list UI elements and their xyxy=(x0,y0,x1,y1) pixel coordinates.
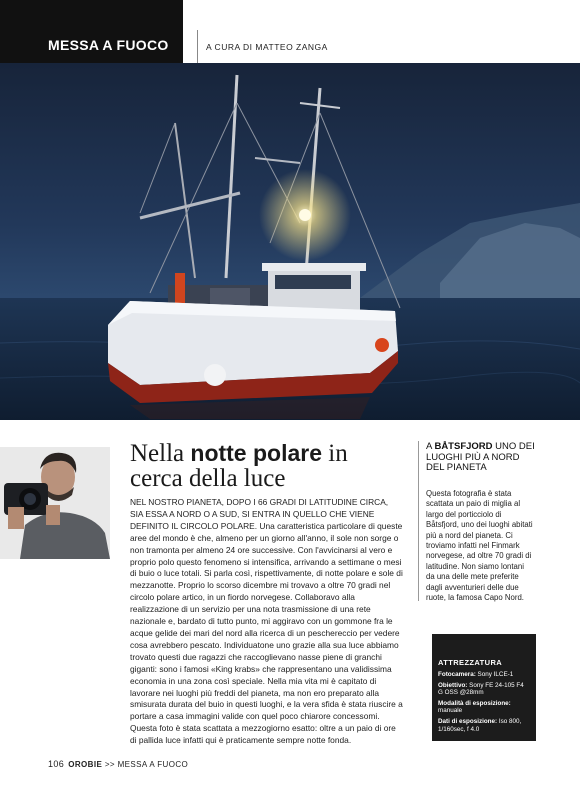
section-title: MESSA A FUOCO xyxy=(48,37,169,53)
curator-credit: A CURA DI MATTEO ZANGA xyxy=(206,42,328,52)
header-divider xyxy=(197,30,198,63)
title-bold: notte polare xyxy=(190,440,323,466)
mode-label: Modalità di esposizione: xyxy=(438,699,511,707)
article-body xyxy=(130,497,403,747)
equipment-exposure xyxy=(438,718,530,733)
camera-value: Sony ILCE-1 xyxy=(475,671,514,678)
lens-label: Obiettivo: xyxy=(438,681,468,689)
sidebar-text: Questa fotografia è stata scattata un paio di miglia al largo del porticciolo di Båtsfjord, uno dei luoghi abitati più a nord del pianeta. Ci troviamo infatti nel Finmark norvegese, ad oltre 70 gradi di latitudine. Non siamo lontani da una delle mete preferite dagli avventurieri delle due ruote, la famosa Capo Nord. xyxy=(426,489,533,603)
exposure-label: Dati di esposizione: xyxy=(438,717,498,725)
equipment-title: ATTREZZATURA xyxy=(438,658,503,667)
page-footer xyxy=(48,759,188,769)
title-start: Nella xyxy=(130,440,191,467)
page-number: 106 xyxy=(48,759,65,769)
section-header-block xyxy=(0,0,183,63)
mode-value: manuale xyxy=(438,707,463,715)
sidebar-heading-rest: UNO DEI LUOGHI PIÙ A NORD DEL PIANETA xyxy=(426,441,535,473)
fishing-boat-photo xyxy=(0,63,580,420)
sidebar-heading xyxy=(426,442,536,474)
sidebar-heading-place: BÅTSFJORD xyxy=(434,441,493,452)
author-portrait xyxy=(0,447,110,559)
footer-section: >> MESSA A FUOCO xyxy=(104,760,189,769)
equipment-lens xyxy=(438,682,530,697)
lens-value: Sony FE 24-105 F4 G OSS @28mm xyxy=(438,681,524,697)
title-end: in cerca della luce xyxy=(130,440,348,492)
camera-label: Fotocamera: xyxy=(438,671,476,678)
exposure-value: Iso 800, 1/160sec, f 4.0 xyxy=(438,717,522,733)
article-title xyxy=(130,441,400,491)
article-body-text: Una caratteristica particolare di queste aree del mondo è che, almeno per un giorno all'anno, il sole non sorge o non tramonta per almeno 24 ore successive. Con l'avvicinarsi al vero e proprio polo questo fenomeno si intensifica, arrivando a settimane o mesi di buio o luce totali. Si parla così, rispettivamente, di notte polare e sole di mezzanotte. Proprio lo scorso dicembre mi trovavo a oltre 70 gradi nel circolo polare artico, in un fiordo norvegese. Collaboravo alla realizzazione di un servizio per una nota trasmissione di una rete nazionale e, bardato di tutto punto, mi aggiravo con un gommone fra le acque gelide dei mari del nord alla ricerca di un peschereccio per vedere cosa avrebbero pescato. Individuatone uno grazie alla sua luce abbiamo trovato questi due ragazzi che raccoglievano nasse piene di granchi giganti: sono i famosi «King krabs» che rappresentano una validissima economia in una zona così speciale. Nella mia vita mi è capitato di lavorare nei luoghi più freddi del pianeta, ma non ero preparato alla smisurata durata del buio in questi luoghi, e la vera sfida è stata riuscire a portare a casa immagini valide con quel poco chiarore concessomi. Questa foto è stata scattata a mezzogiorno esatto: oltre a un paio di ore di pallida luce infatti qui è praticamente sempre notte fonda. xyxy=(130,520,403,746)
equipment-camera xyxy=(438,671,530,679)
sidebar-heading-start: A xyxy=(426,441,435,452)
equipment-box xyxy=(432,634,536,741)
article-lead: NEL NOSTRO PIANETA, DOPO I 66 GRADI DI LATITUDINE CIRCA, SIA ESSA A NORD O A SUD, SI ENTRA IN QUELLO CHE VIENE DEFINITO IL CIRCOLO POLARE. xyxy=(130,497,389,531)
sidebar-divider xyxy=(418,441,419,601)
equipment-mode xyxy=(438,700,530,715)
magazine-name: OROBIE xyxy=(68,760,103,769)
